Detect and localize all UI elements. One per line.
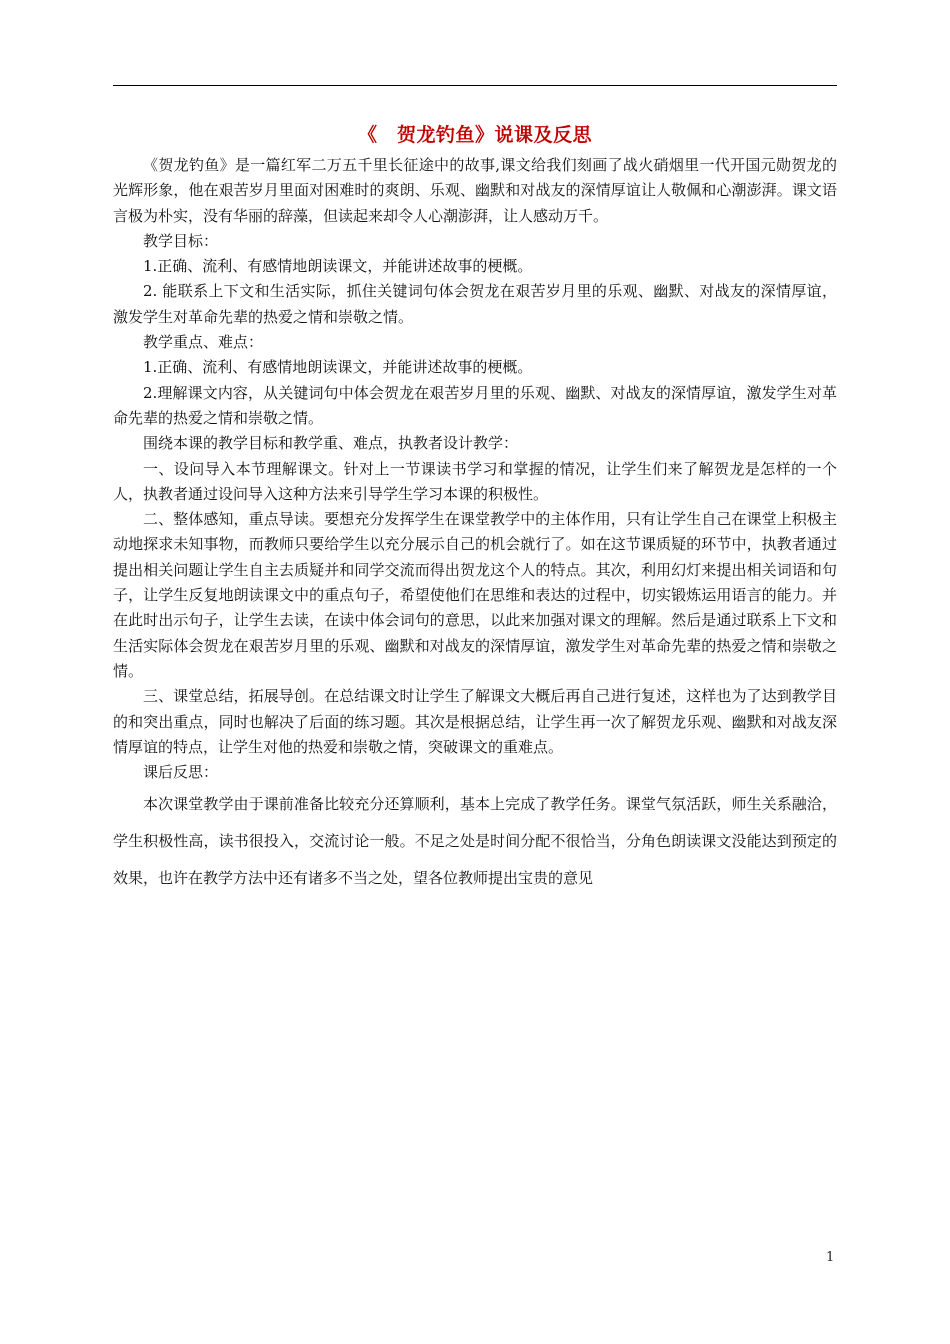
design-step-3: 三、课堂总结，拓展导创。在总结课文时让学生了解课文大概后再自己进行复述，这样也为了达到教学目的和突出重点，同时也解决了后面的练习题。其次是根据总结，让学生再一次了解贺龙乐观、幽默和对战友深情厚谊的特点，让学生对他的热爱和崇敬之情，突破课文的重难点。 <box>113 687 837 756</box>
design-step-1: 一、设问导入本节理解课文。针对上一节课读书学习和掌握的情况，让学生们来了解贺龙是怎样的一个人，执教者通过设问导入这种方法来引导学生学习本课的积极性。 <box>113 459 837 503</box>
document-body <box>113 153 837 785</box>
goal-item-2: 2. 能联系上下文和生活实际，抓住关键词句体会贺龙在艰苦岁月里的乐观、幽默、对战友的深情厚谊，激发学生对革命先辈的热爱之情和崇敬之情。 <box>113 282 837 326</box>
reflection-heading: 课后反思： <box>143 763 219 782</box>
intro-paragraph: 《贺龙钓鱼》是一篇红军二万五千里长征途中的故事,课文给我们刻画了战火硝烟里一代开国元勋贺龙的光辉形象，他在艰苦岁月里面对困难时的爽朗、乐观、幽默和对战友的深情厚谊让人敬佩和心潮澎湃。课文语言极为朴实，没有华丽的辞藻，但读起来却令人心潮澎湃，让人感动万千。 <box>113 156 837 225</box>
teaching-goals-heading: 教学目标： <box>143 231 219 250</box>
header-rule <box>113 85 837 86</box>
reflection-section <box>113 786 837 897</box>
document-title: 《 贺龙钓鱼》说课及反思 <box>357 124 592 146</box>
goal-item-1: 1.正确、流利、有感情地朗读课文，并能讲述故事的梗概。 <box>143 257 533 276</box>
design-step-2: 二、整体感知，重点导读。要想充分发挥学生在课堂教学中的主体作用，只有让学生自己在课堂上积极主动地探求未知事物，而教师只要给学生以充分展示自己的机会就行了。如在这节课质疑的环节中，执教者通过提出相关问题让学生自主去质疑并和同学交流而得出贺龙这个人的特点。其次，利用幻灯来提出相关词语和句子，让学生反复地朗读课文中的重点句子，希望使他们在思维和表达的过程中，切实锻炼运用语言的能力。并在此时出示句子，让学生去读，在读中体会词句的意思，以此来加强对课文的理解。然后是通过联系上下文和生活实际体会贺龙在艰苦岁月里的乐观、幽默和对战友的深情厚谊，激发学生对革命先辈的热爱之情和崇敬之情。 <box>113 510 837 680</box>
design-intro-paragraph: 围绕本课的教学目标和教学重、难点，执教者设计教学： <box>143 434 519 453</box>
reflection-paragraph: 本次课堂教学由于课前准备比较充分还算顺利，基本上完成了教学任务。课堂气氛活跃，师生关系融洽，学生积极性高，读书很投入，交流讨论一般。不足之处是时间分配不很恰当，分角色朗读课文没能达到预定的效果，也许在教学方法中还有诸多不当之处，望各位教师提出宝贵的意见 <box>113 795 837 887</box>
key-points-heading: 教学重点、难点： <box>143 333 264 352</box>
key-point-item-2: 2.理解课文内容，从关键词句中体会贺龙在艰苦岁月里的乐观、幽默、对战友的深情厚谊，激发学生对革命先辈的热爱之情和崇敬之情。 <box>113 383 837 427</box>
key-point-item-1: 1.正确、流利、有感情地朗读课文，并能讲述故事的梗概。 <box>143 358 533 377</box>
page-number: 1 <box>826 1250 835 1265</box>
